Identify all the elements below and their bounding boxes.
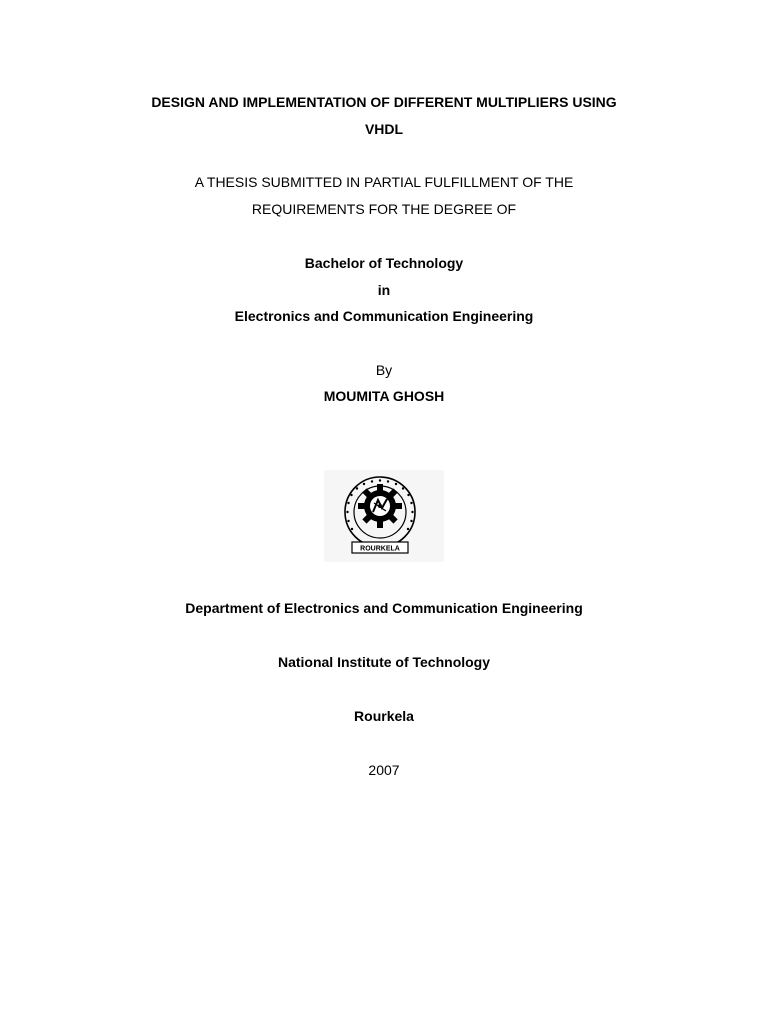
institute-seal-icon [324, 470, 444, 562]
institution-city: Rourkela [354, 708, 414, 724]
degree-name: Bachelor of Technology [304, 255, 464, 271]
submission-statement-line-2: REQUIREMENTS FOR THE DEGREE OF [251, 201, 517, 217]
seal-banner-text: ROURKELA [360, 545, 400, 553]
department-name: Department of Electronics and Communication Engineering [185, 600, 583, 616]
submission-statement-line-1: A THESIS SUBMITTED IN PARTIAL FULFILLMENT OF THE [194, 174, 574, 190]
by-label: By [375, 362, 393, 378]
degree-field: Electronics and Communication Engineering [234, 308, 534, 324]
institution-name: National Institute of Technology [277, 654, 491, 670]
author-name: MOUMITA GHOSH [323, 388, 445, 404]
submission-year: 2007 [368, 762, 400, 778]
thesis-title-line-1: DESIGN AND IMPLEMENTATION OF DIFFERENT MULTIPLIERS USING [151, 94, 617, 110]
thesis-title-line-2: VHDL [364, 121, 404, 137]
degree-connector: in [377, 282, 391, 298]
